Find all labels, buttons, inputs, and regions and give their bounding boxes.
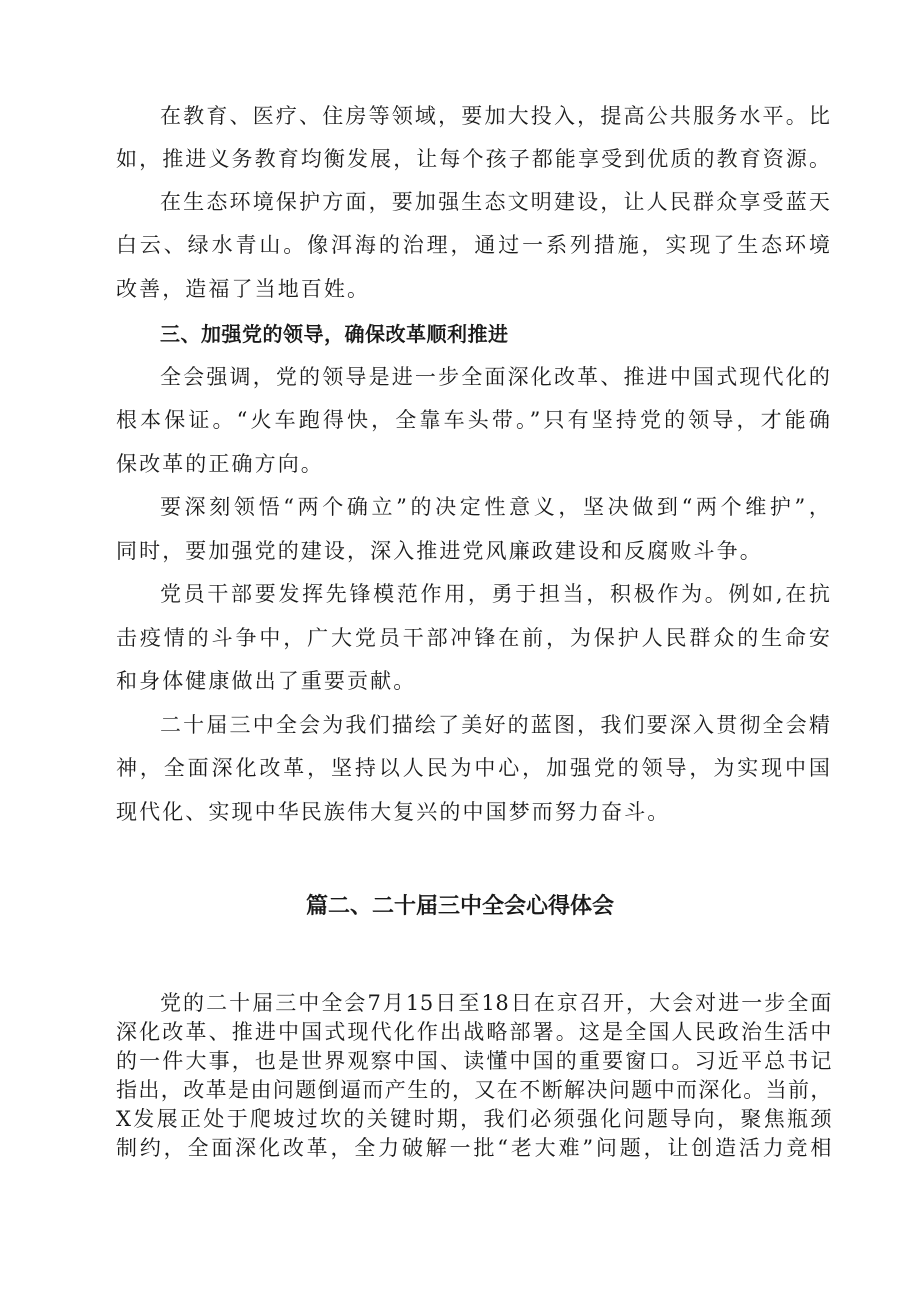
text-line: 同时，要加强党的建设，深入推进党风廉政建设和反腐败斗争。 bbox=[116, 539, 763, 563]
part-title: 篇二、二十届三中全会心得体会 bbox=[305, 894, 614, 919]
section-heading: 三、加强党的领导，确保改革顺利推进 bbox=[160, 322, 509, 346]
text-line: 的一件大事，也是世界观察中国、读懂中国的重要窗口。习近平总书记 bbox=[116, 1049, 832, 1073]
text-line: 击疫情的斗争中，广大党员干部冲锋在前，为保护人民群众的生命安 bbox=[116, 626, 832, 650]
text-line: 制约，全面深化改革，全力破解一批“老大难”问题，让创造活力竞相 bbox=[116, 1136, 832, 1160]
text-line: 党的二十届三中全会7月15日至18日在京召开，大会对进一步全面 bbox=[160, 991, 832, 1015]
text-line: 现代化、实现中华民族伟大复兴的中国梦而努力奋斗。 bbox=[116, 800, 671, 824]
text-line: 指出，改革是由问题倒逼而产生的，又在不断解决问题中而深化。当前， bbox=[116, 1078, 832, 1102]
text-line: 在生态环境保护方面，要加强生态文明建设，让人民群众享受蓝天 bbox=[160, 190, 832, 214]
text-line: 在教育、医疗、住房等领域，要加大投入，提高公共服务水平。比 bbox=[160, 104, 832, 128]
text-line: 和身体健康做出了重要贡献。 bbox=[116, 669, 417, 693]
text-line: 根本保证。“火车跑得快，全靠车头带。”只有坚持党的领导，才能确 bbox=[116, 408, 832, 432]
text-line: 如，推进义务教育均衡发展，让每个孩子都能享受到优质的教育资源。 bbox=[116, 147, 832, 171]
text-line: 白云、绿水青山。像洱海的治理，通过一系列措施，实现了生态环境 bbox=[116, 233, 832, 257]
text-line: 要深刻领悟“两个确立”的决定性意义，坚决做到“两个维护”， bbox=[160, 495, 832, 519]
text-line: 改善，造福了当地百姓。 bbox=[116, 277, 371, 301]
text-line: 深化改革、推进中国式现代化作出战略部署。这是全国人民政治生活中 bbox=[116, 1020, 832, 1044]
text-line: 党员干部要发挥先锋模范作用，勇于担当，积极作为。例如,在抗 bbox=[160, 582, 832, 606]
text-line: 二十届三中全会为我们描绘了美好的蓝图，我们要深入贯彻全会精 bbox=[160, 713, 832, 737]
text-line: 全会强调，党的领导是进一步全面深化改革、推进中国式现代化的 bbox=[160, 365, 832, 389]
text-line: 保改革的正确方向。 bbox=[116, 452, 324, 476]
text-line: 神，全面深化改革，坚持以人民为中心，加强党的领导，为实现中国 bbox=[116, 756, 832, 780]
text-line: X发展正处于爬坡过坎的关键时期，我们必须强化问题导向，聚焦瓶颈 bbox=[116, 1107, 832, 1131]
